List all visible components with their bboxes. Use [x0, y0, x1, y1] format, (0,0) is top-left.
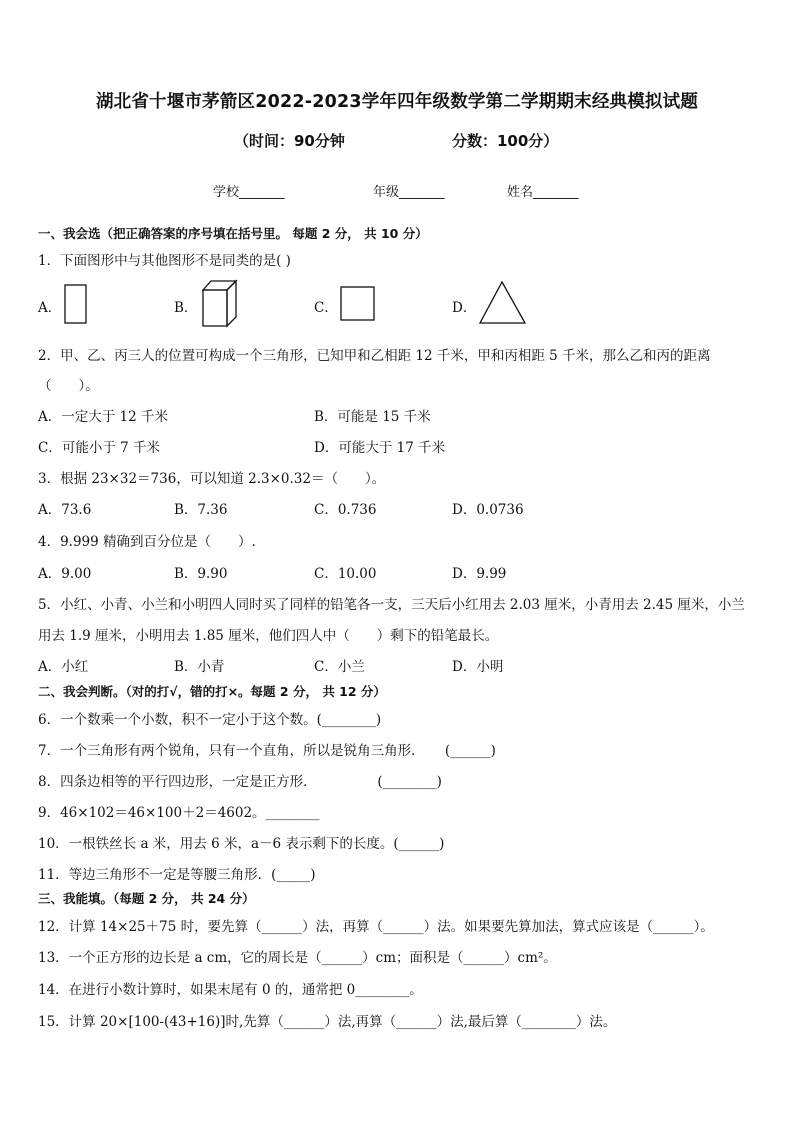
- rectangle-icon: [64, 284, 88, 326]
- q3-option-d: D．0.0736: [452, 502, 524, 518]
- section-heading-fill: 三、我能填。（每题 2 分， 共 24 分）: [38, 891, 255, 906]
- question-2-stem-cont: （ ）。: [38, 378, 99, 394]
- q5-option-c: C．小兰: [314, 659, 365, 675]
- question-12: 12．计算 14×25＋75 时，要先算（______）法，再算（______）法。如果要先算加法，算式应该是（______）。: [38, 919, 714, 935]
- grade-field: 年级_______: [373, 185, 445, 200]
- q2-option-b: B．可能是 15 千米: [314, 409, 431, 425]
- question-2-stem: 2．甲、乙、丙三人的位置可构成一个三角形，已知甲和乙相距 12 千米，甲和丙相距 5 千米，那么乙和丙的距离: [38, 348, 711, 364]
- q1-option-d: D．: [452, 300, 477, 316]
- page-title: 湖北省十堰市茅箭区2022-2023学年四年级数学第二学期期末经典模拟试题: [95, 92, 699, 112]
- q3-option-a: A．73.6: [38, 502, 92, 518]
- section-heading-judge: 二、我会判断。（对的打√，错的打×。每题 2 分， 共 12 分）: [38, 684, 386, 699]
- q5-option-b: B．小青: [174, 659, 225, 675]
- name-field: 姓名_______: [507, 185, 579, 200]
- question-10: 10．一根铁丝长 a 米，用去 6 米，a－6 表示剩下的长度。(______): [38, 836, 445, 852]
- square-icon: [340, 286, 376, 322]
- question-14: 14．在进行小数计算时，如果末尾有 0 的，通常把 0________。: [38, 982, 423, 998]
- question-15: 15．计算 20×[100-(43+16)]时,先算（______）法,再算（______）法,最后算（________）法。: [38, 1014, 617, 1030]
- q1-option-c: C．: [314, 300, 338, 316]
- q3-option-c: C．0.736: [314, 502, 377, 518]
- cuboid-icon: [200, 278, 240, 330]
- q2-option-d: D．可能大于 17 千米: [314, 440, 446, 456]
- q2-option-c: C．可能小于 7 千米: [38, 440, 161, 456]
- triangle-icon: [478, 280, 528, 326]
- question-3-stem: 3．根据 23×32＝736，可以知道 2.3×0.32＝（ ）。: [38, 471, 386, 487]
- q2-option-a: A．一定大于 12 千米: [38, 409, 169, 425]
- q4-option-c: C．10.00: [314, 566, 377, 582]
- question-8: 8．四条边相等的平行四边形，一定是正方形． (________): [38, 774, 442, 790]
- q4-option-d: D．9.99: [452, 566, 507, 582]
- q5-option-d: D．小明: [452, 659, 504, 675]
- q1-option-a: A．: [38, 300, 62, 316]
- section-heading-choice: 一、我会选（把正确答案的序号填在括号里。 每题 2 分， 共 10 分）: [38, 226, 428, 241]
- question-6: 6．一个数乘一个小数，积不一定小于这个数。(________): [38, 712, 382, 728]
- question-4-stem: 4．9.999 精确到百分位是（ ）.: [38, 534, 256, 550]
- question-5-stem-cont: 用去 1.9 厘米，小明用去 1.85 厘米，他们四人中（ ）剩下的铅笔最长。: [38, 628, 499, 644]
- question-9: 9．46×102＝46×100＋2＝4602。________: [38, 805, 320, 821]
- school-field: 学校_______: [213, 185, 285, 200]
- q3-option-b: B．7.36: [174, 502, 228, 518]
- q1-option-b: B．: [174, 300, 198, 316]
- question-1-stem: 1．下面图形中与其他图形不是同类的是( ): [38, 253, 291, 269]
- exam-score: 分数：100分）: [452, 132, 559, 150]
- q4-option-a: A．9.00: [38, 566, 92, 582]
- question-5-stem: 5．小红、小青、小兰和小明四人同时买了同样的铅笔各一支，三天后小红用去 2.03 厘米，小青用去 2.45 厘米，小兰: [38, 597, 745, 613]
- exam-time: （时间：90分钟: [234, 132, 345, 150]
- q5-option-a: A．小红: [38, 659, 89, 675]
- question-7: 7．一个三角形有两个锐角，只有一个直角，所以是锐角三角形． (______): [38, 743, 496, 759]
- question-11: 11．等边三角形不一定是等腰三角形．(_____): [38, 867, 316, 883]
- q4-option-b: B．9.90: [174, 566, 228, 582]
- question-13: 13．一个正方形的边长是 a cm，它的周长是（______）cm；面积是（______）cm²。: [38, 950, 557, 966]
